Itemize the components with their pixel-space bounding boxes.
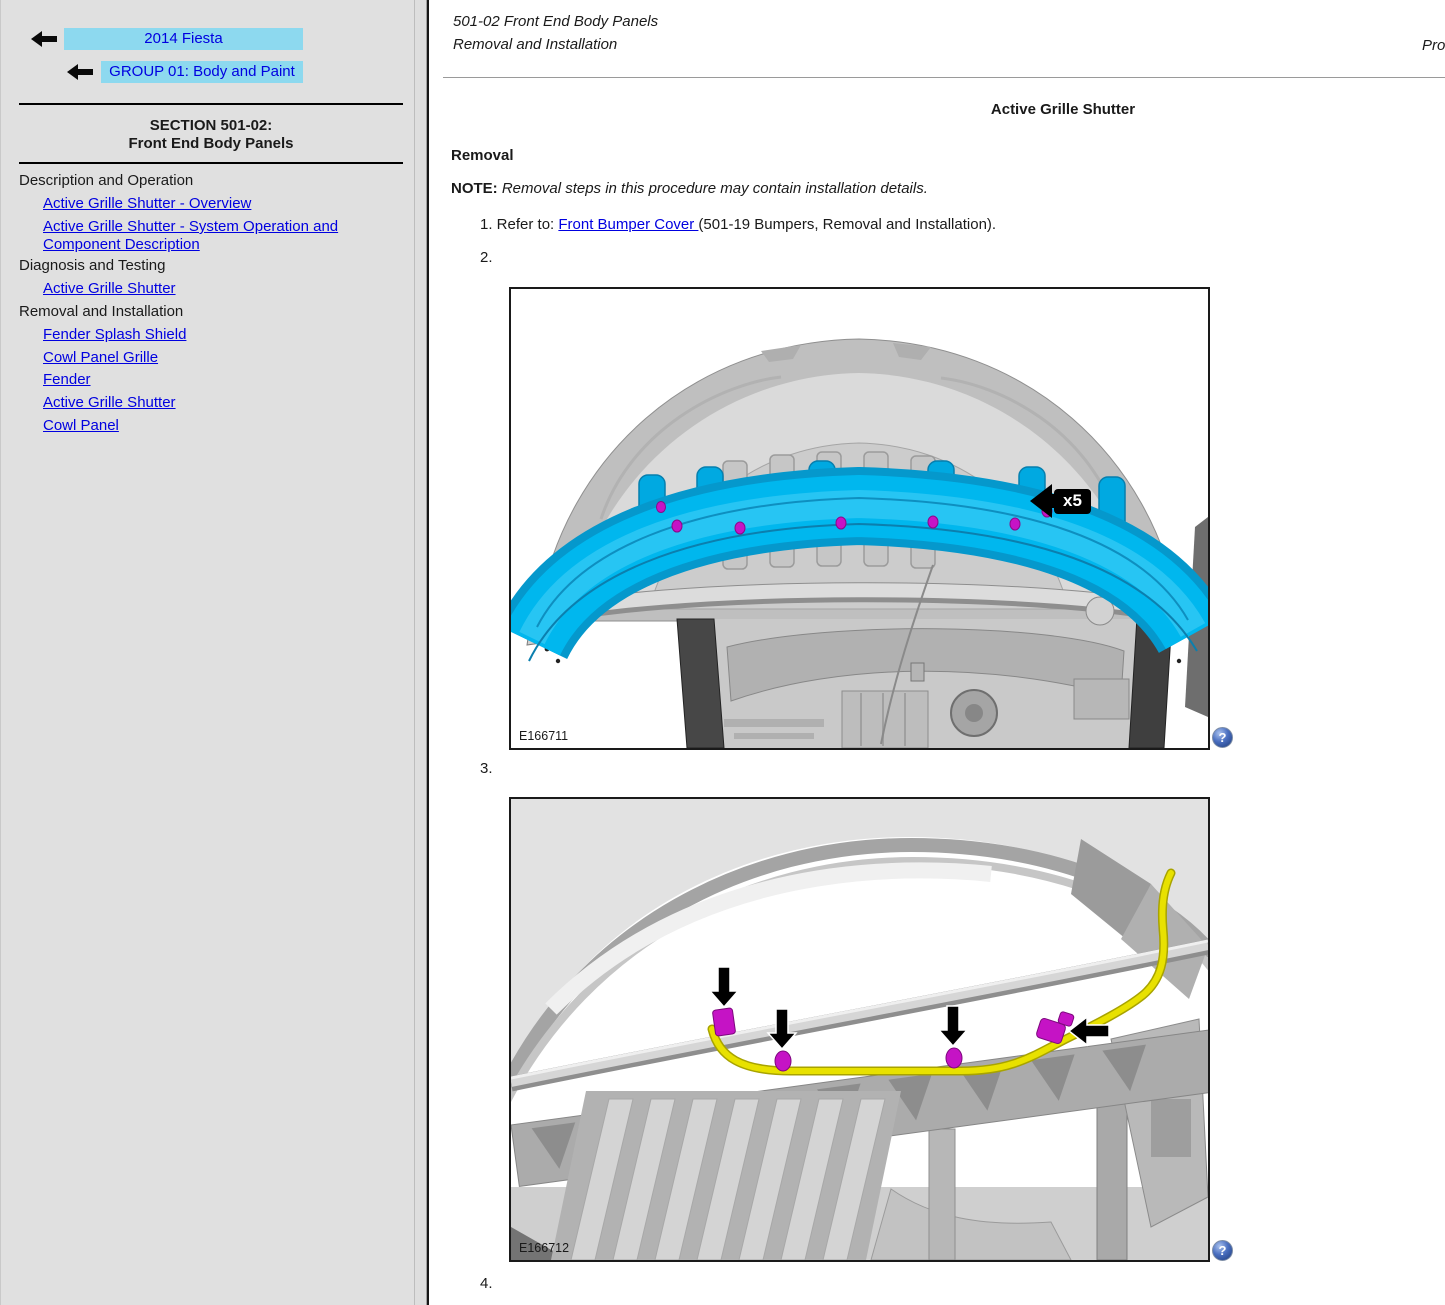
toc-link-ags-diagnosis[interactable]: Active Grille Shutter [43,280,176,297]
figure-id-label: E166711 [519,729,569,743]
toc-header-diagnosis-testing: Diagnosis and Testing [19,257,166,274]
procedure-pane [429,0,1445,1305]
toc-link-ags-overview[interactable]: Active Grille Shutter - Overview [43,195,252,212]
back-arrow-icon[interactable] [67,64,93,80]
toc-header-description-operation: Description and Operation [19,172,194,189]
section-title-line2: Front End Body Panels [128,135,294,152]
figure-help-button[interactable]: ? [1212,1240,1233,1261]
page-title: Active Grille Shutter [990,101,1136,118]
note-label: NOTE: [451,180,498,197]
grille-slats [551,1091,901,1260]
sidebar-divider [19,162,403,164]
nav-vehicle-link[interactable]: 2014 Fiesta [64,28,303,50]
toc-header-removal-installation: Removal and Installation [19,303,184,320]
toc-link-active-grille-shutter[interactable]: Active Grille Shutter [43,394,176,411]
removal-heading: Removal [451,147,514,164]
front-bumper-cover-link[interactable]: Front Bumper Cover [558,216,699,233]
breadcrumb-section: 501-02 Front End Body Panels [453,13,659,30]
step-1-suffix: (501-19 Bumpers, Removal and Installation). [698,216,997,233]
left-arrow-icon [1030,484,1054,518]
toc-link-cowl-panel[interactable]: Cowl Panel [43,417,119,434]
section-title-line1: SECTION 501-02: [149,117,273,134]
x5-callout [1030,484,1091,518]
sidebar-divider [19,103,403,105]
header-rule [443,77,1445,78]
note-line [451,180,928,197]
toc-link-fender[interactable]: Fender [43,371,91,388]
nav-group-link[interactable]: GROUP 01: Body and Paint [101,61,303,83]
breadcrumb-subsection: Removal and Installation [453,36,618,53]
toc-link-fender-splash-shield[interactable]: Fender Splash Shield [43,326,187,343]
step-2: 2. [480,249,493,266]
step-3: 3. [480,760,493,777]
section-title [19,117,403,153]
figure-e166712 [509,797,1210,1262]
figure-help-button[interactable]: ? [1212,727,1233,748]
step-4: 4. [480,1275,493,1292]
toc-link-ags-system-operation[interactable]: Active Grille Shutter - System Operation and Component Description [43,218,339,253]
sidebar [0,0,414,1305]
figure-e166711 [509,287,1210,750]
x5-callout-label: x5 [1054,489,1091,514]
sidebar-scrollbar[interactable] [414,0,427,1305]
step-1 [480,216,996,233]
step-1-prefix: 1. Refer to: [480,216,559,233]
revision-text-clipped: Pro [1422,37,1445,54]
harness-connectors-illustration [511,799,1208,1260]
back-arrow-icon[interactable] [31,31,57,47]
toc-link-cowl-panel-grille[interactable]: Cowl Panel Grille [43,349,159,366]
note-text: Removal steps in this procedure may contain installation details. [501,180,928,197]
active-grille-shutter-illustration [511,289,1208,748]
figure-id-label: E166712 [519,1241,570,1255]
